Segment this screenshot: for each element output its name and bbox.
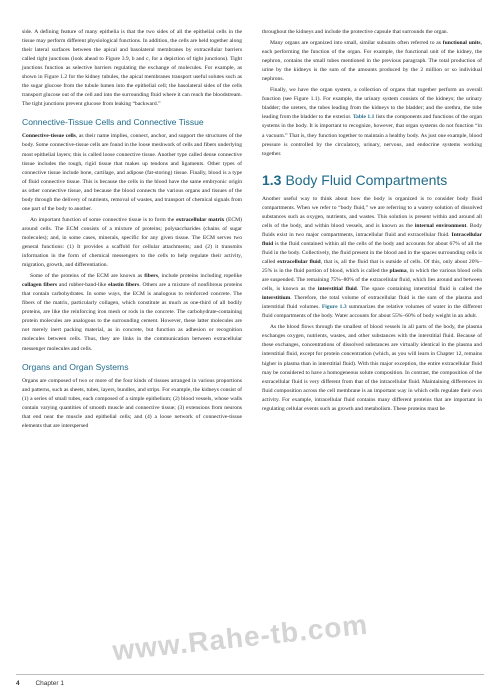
left-column: [22, 28, 242, 433]
right-column: [262, 28, 482, 416]
key-term: extracellular matrix: [176, 216, 225, 223]
text-run: . Others are a mixture of nonfibrous proteins that contain carbohydrates. In some ways, the ECM is analogous to reinforced concrete. The fibers of the matrix, particularly collagen, which constitute as much as one-third of all bodily proteins, are like the reinforcing iron mesh or rods in the concrete. The carbohydrate-containing protein molecules are analogous to the surrounding cement. However, these latter molecules are not merely inert packing material, as in concrete, but function as adhesion or recognition molecules between cells. Thus, they are links in the communication between extracellular messenger molecules and cells.: [22, 282, 242, 352]
paragraph: [262, 39, 482, 84]
key-term: interstitial fluid: [317, 286, 357, 293]
paragraph: throughout the kidneys and include the protective capsule that surrounds the organ.: [262, 29, 448, 35]
text-run: Some of the proteins of the ECM are known as: [30, 273, 145, 280]
paragraph: [22, 216, 242, 270]
chapter-label: Chapter 1: [35, 680, 64, 687]
text-run: . Therefore, the total volume of extracellular fluid is the sum of the plasma and interstitial fluid volumes.: [262, 295, 482, 311]
figure-reference-link[interactable]: Figure 1.3: [321, 304, 347, 311]
text-run: lists the components and functions of the organ systems in the body. It is important to recognize, however, that organ systems do not function “in a vacuum.” That is, they function together to maintain a healthy body. As just one example, blood pressure is controlled by the circulatory, urinary, nervous, and endocrine systems working together.: [262, 114, 482, 157]
text-run: (ECM) around cells. The ECM consists of a mixture of proteins; polysaccharides (chains of sugar molecules); and, in some cases, minerals, specific for any given tissue. The ECM serves two general functions: (1) It provides a scaffold for cellular attachments; and (2) it transmits information in the form of chemical messengers to the cells to help regulate their activity, migration, growth, and differentiation.: [22, 216, 242, 269]
key-term: plasma: [389, 268, 407, 275]
text-run: , as their name implies, connect, anchor, and support the structures of the body. Some connective-tissue cells are found in the loose meshwork of cells and fibers underlying most epithelial layers; this is called loose connective tissue. Another type called dense connective tissue includes the tough, rigid tissue that makes up tendons and ligaments. Other types of connective tissue include bone, cartilage, and adipose (fat-storing) tissue. Finally, blood is a type of fluid connective tissue. This is because the cells in the blood have the same embryonic origin as other connective tissue, and because the blood connects the various organs and tissues of the body through the delivery of nutrients, removal of wastes, and transport of chemical signals from one part of the body to another.: [22, 133, 242, 212]
key-term: functional units: [442, 40, 481, 47]
key-term: fibers: [144, 273, 158, 280]
text-run: Many organs are organized into small, similar subunits often referred to as: [270, 40, 443, 47]
paragraph: Organs are composed of two or more of the four kinds of tissues arranged in various proportions and patterns, such as sheets, tubes, layers, bundles, and strips. For example, the kidneys consist of (1) a series of small tubes, each composed of a simple epithelium; (2) blood vessels, whose walls contain varying quantities of smooth muscle and connective tissue; (3) extensions from neurons that end near the muscle and epithelial cells; and (4) a loose network of connective-tissue elements that are interspersed: [22, 377, 242, 429]
subsection-heading-organs: Organs and Organ Systems: [22, 361, 129, 372]
section-title: Body Fluid Compartments: [285, 171, 448, 188]
key-term: elastin fibers: [108, 282, 140, 289]
paragraph: [22, 132, 242, 213]
key-term: Connective-tissue cells: [22, 133, 76, 140]
text-run: summarizes the relative volumes of water in the different fluid compartments of the body. Water accounts for about 55%–60% of body weight in an adult.: [262, 304, 482, 320]
text-run: . The space containing interstitial fluid is called the: [356, 286, 482, 293]
subsection-heading-connective-tissue: Connective-Tissue Cells and Connective Tissue: [22, 117, 204, 128]
paragraph: side. A defining feature of many epithelia is that the two sides of all the epithelial cells in the tissue may perform different physiological functions. In addition, the cells are held together along their lateral surfaces between the apical and basolateral membranes by extracellular barriers called tight junctions (look ahead to Figure 3.9, b and c, for a depiction of tight junctions). Tight junctions function as selective barriers regulating the exchange of molecules. For example, as shown in Figure 1.2 for the kidney tubules, the apical membranes transport useful solutes such as the sugar glucose from the tubule lumen into the epithelial cell; the basolateral sides of the cells transport glucose out of the cell and into the surrounding fluid where it can reach the bloodstream. The tight junctions prevent glucose from leaking “backward.”: [22, 29, 242, 108]
text-run: An important function of some connective tissue is to form the: [30, 216, 177, 223]
text-run: Finally, we have the organ system, a collection of organs that together perform an overall function (see Figure 1.1). For example, the urinary system consists of the kidneys; the urinary bladder; the ureters, the tubes leading from the kidneys to the bladder; and the urethra, the tube leading from the bladder to the exterior.: [262, 87, 482, 121]
paragraph: [262, 86, 482, 158]
text-run: is the fluid contained within all the cells of the body and accounts for about 67% of all the fluid in the body. Collectively, the fluid present in the blood and in the spaces surrounding cells is called: [262, 240, 482, 265]
text-run: , each performing the function of the organ. For example, the functional unit of the kidney, the nephron, contains the small tubes mentioned in the previous paragraph. The total production of urine by the kidneys is the sum of the amounts produced by the 2 million or so individual nephrons.: [262, 40, 482, 83]
key-term: internal environment: [414, 222, 467, 229]
section-heading: [262, 171, 482, 189]
text-run: . Body fluids exist in two major compartments, intracellular fluid and extracellular fluid.: [262, 222, 482, 238]
footer-divider: [16, 674, 484, 675]
table-reference-link[interactable]: Table 1.1: [352, 114, 375, 121]
key-term: collagen fibers: [22, 282, 58, 289]
text-run: and rubber-band-like: [57, 282, 109, 289]
text-run: , in which the various blood cells are suspended. The remaining 75%–80% of the extracellular fluid, which lies around and between cells, is known as the: [262, 268, 482, 293]
key-term: Intracellular fluid: [262, 231, 482, 247]
key-term: extracellular fluid: [277, 258, 321, 265]
text-run: , include proteins including ropelike: [157, 273, 242, 280]
section-number: 1.3: [262, 171, 282, 188]
paragraph: [262, 195, 482, 322]
paragraph: As the blood flows through the smallest of blood vessels in all parts of the body, the plasma exchanges oxygen, nutrients, wastes, and other substances with the interstitial fluid. Because of these exchanges, concentrations of dissolved substances are virtually identical in the plasma and interstitial fluid, except for protein concentration (which, as you will learn in Chapter 12, remains higher in plasma than in interstitial fluid). With this major exception, the entire extracellular fluid may be considered to have a homogeneous solute composition. In contrast, the composition of the extracellular fluid is very different from that of the intracellular fluid. Maintaining differences in fluid composition across the cell membrane is an important way in which cells regulate their own activity. For example, intracellular fluid contains many different proteins that are important in regulating cellular events such as growth and metabolism. These proteins must be: [262, 324, 482, 412]
text-run: Another useful way to think about how the body is organized is to consider body fluid compartments. When we refer to “body fluid,” we are referring to a watery solution of dissolved substances such as oxygen, nutrients, and wastes. This solution is present within and around all cells of the body, and within blood vessels, and is known as the: [262, 195, 482, 229]
page-footer: [16, 680, 64, 687]
key-term: interstitium: [262, 295, 291, 302]
page-number: 4: [16, 680, 20, 687]
paragraph: [22, 272, 242, 353]
watermark: www.Rahe-tb.com: [111, 608, 370, 667]
text-run: , that is, all the fluid that is outside of cells. Of this, only about 20%–25% is in the fluid portion of blood, which is called the: [262, 258, 482, 275]
